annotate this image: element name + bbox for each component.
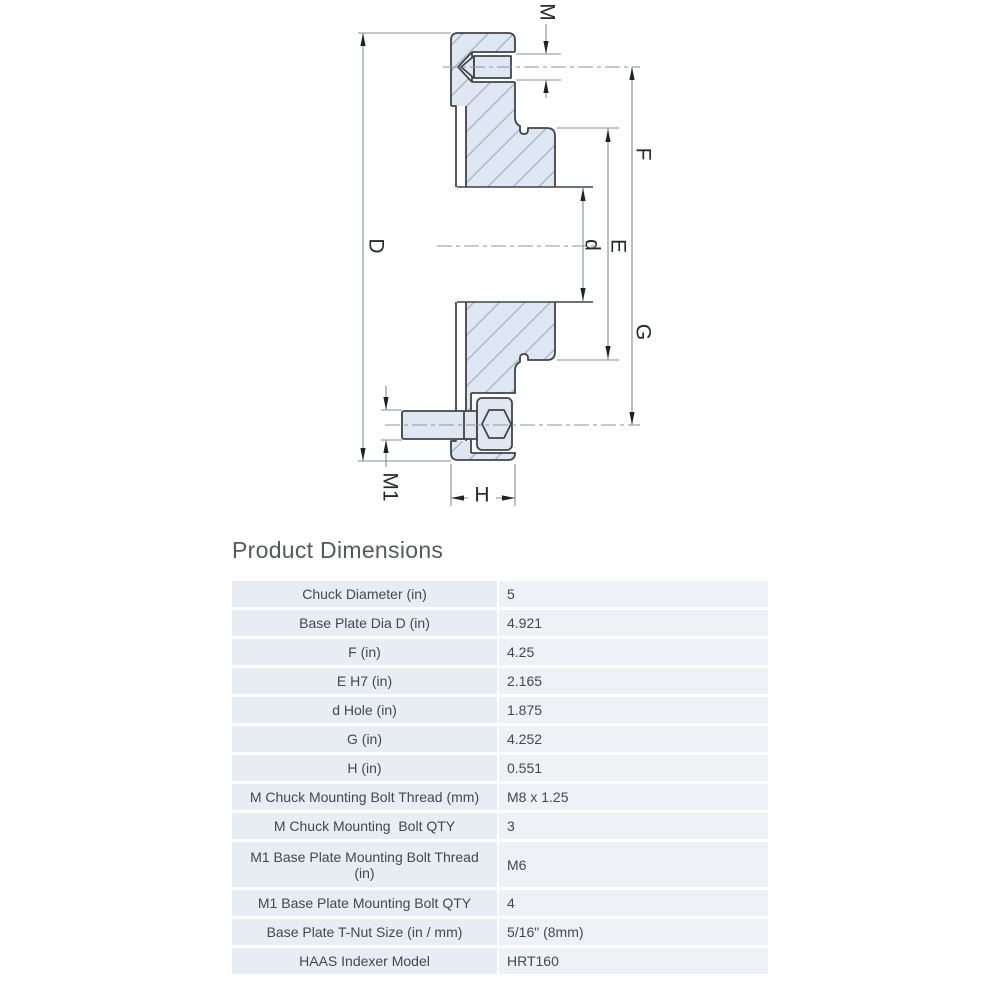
spec-value: 5 [499, 581, 768, 607]
table-row [232, 948, 768, 974]
spec-label: Base Plate T-Nut Size (in / mm) [232, 919, 497, 945]
dimensions-table [232, 581, 768, 977]
spec-label: HAAS Indexer Model [232, 948, 497, 974]
table-row [232, 697, 768, 723]
dim-label-F: F [631, 147, 655, 161]
spec-value: HRT160 [499, 948, 768, 974]
dim-label-H: H [474, 483, 490, 507]
spec-value: 0.551 [499, 755, 768, 781]
spec-value: 4.25 [499, 639, 768, 665]
spec-value: 2.165 [499, 668, 768, 694]
spec-value: 1.875 [499, 697, 768, 723]
spec-value: 4.921 [499, 610, 768, 636]
table-row [232, 842, 768, 887]
spec-label: Chuck Diameter (in) [232, 581, 497, 607]
dim-label-G: G [631, 323, 655, 341]
dim-label-E: E [606, 238, 630, 254]
table-row [232, 784, 768, 810]
table-row [232, 610, 768, 636]
spec-value: 4 [499, 890, 768, 916]
spec-value: M6 [499, 842, 768, 887]
dim-label-M1: M1 [378, 472, 402, 502]
table-row [232, 726, 768, 752]
spec-label: M1 Base Plate Mounting Bolt QTY [232, 890, 497, 916]
spec-label: Base Plate Dia D (in) [232, 610, 497, 636]
spec-value: 3 [499, 813, 768, 839]
spec-value: 5/16" (8mm) [499, 919, 768, 945]
table-row [232, 890, 768, 916]
spec-label: M Chuck Mounting Bolt QTY [232, 813, 497, 839]
table-row [232, 919, 768, 945]
dim-label-d: d [580, 239, 604, 251]
spec-label: M Chuck Mounting Bolt Thread (mm) [232, 784, 497, 810]
spec-value: 4.252 [499, 726, 768, 752]
table-row [232, 639, 768, 665]
dim-label-D: D [364, 238, 388, 254]
table-row [232, 813, 768, 839]
section-title: Product Dimensions [232, 537, 444, 563]
center-bore [456, 187, 556, 302]
table-row [232, 755, 768, 781]
spec-label: G (in) [232, 726, 497, 752]
table-row [232, 668, 768, 694]
spec-label: E H7 (in) [232, 668, 497, 694]
spec-value: M8 x 1.25 [499, 784, 768, 810]
spec-label: F (in) [232, 639, 497, 665]
spec-label: M1 Base Plate Mounting Bolt Thread (in) [232, 842, 497, 887]
spec-label: d Hole (in) [232, 697, 497, 723]
spec-label: H (in) [232, 755, 497, 781]
dim-label-M: M [535, 3, 559, 21]
table-row [232, 581, 768, 607]
